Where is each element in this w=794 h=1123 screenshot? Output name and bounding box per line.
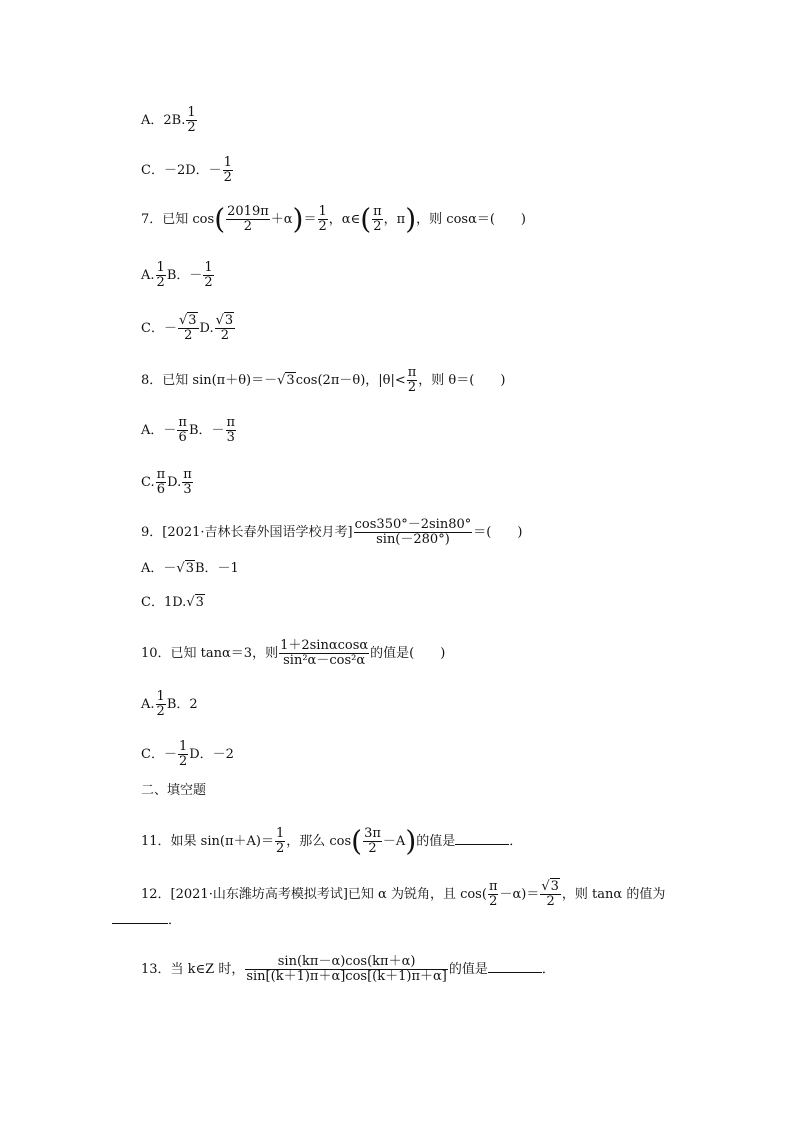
q12-stem-pre: 12．[2021·山东潍坊高考模拟考试]已知 α 为锐角，且 cos( — [141, 887, 487, 902]
frac-den: sin²α－cos²α — [283, 653, 366, 668]
radicand: 3 — [224, 313, 234, 328]
q10-option-c-label: C．－ — [141, 747, 177, 762]
radicand: 3 — [195, 595, 204, 610]
frac-num: 1 — [275, 826, 285, 841]
paren-left: ( — [360, 202, 372, 236]
frac-den: 2 — [184, 328, 193, 343]
q10-stem-tail: 的值是( ) — [370, 646, 446, 661]
q10-option-a-fraction — [156, 690, 166, 719]
q6-option-b-fraction — [186, 106, 196, 135]
frac-den: 2 — [407, 380, 417, 395]
frac-num: π — [178, 415, 187, 430]
frac-num: 1 — [187, 105, 196, 120]
q8-stem-tail: ，则 θ＝( ) — [418, 373, 506, 388]
q13-stem-tail: 的值是 — [448, 962, 488, 977]
q7-stem-tail: ，则 cosα＝( ) — [416, 212, 526, 227]
sqrt-sign: √3 — [215, 313, 234, 328]
q10-option-c-fraction — [178, 740, 188, 769]
q6-option-a-b — [141, 106, 198, 135]
frac-num — [540, 880, 561, 895]
q6-option-a-text: A．2B. — [141, 113, 186, 128]
q7-fraction-pi-half — [372, 205, 383, 234]
q8-option-c-label: C. — [141, 475, 155, 490]
q7-option-a-fraction — [156, 261, 166, 290]
q7-alpha-in: ，α∈ — [328, 212, 361, 227]
q11-fraction-half — [275, 827, 285, 856]
q12-fraction-sqrt3-half — [540, 880, 561, 909]
frac-den: 2 — [489, 894, 498, 909]
q7-option-b-label: B．－ — [166, 268, 203, 283]
q7-pi: ，π — [383, 212, 406, 227]
q12-end: ． — [168, 913, 182, 928]
frac-num: π — [407, 365, 417, 380]
q13-stem-pre: 13．当 k∈Z 时， — [141, 962, 245, 977]
q10-stem — [141, 639, 445, 668]
q12-answer-blank[interactable] — [112, 923, 168, 924]
q8-stem-pre: 8．已知 sin(π＋θ)＝－ — [141, 373, 278, 388]
frac-den: 3 — [226, 430, 235, 445]
frac-num: 1 — [318, 204, 327, 219]
frac-num: 1 — [204, 260, 213, 275]
frac-num: 1 — [156, 260, 165, 275]
q7-fraction-half — [318, 205, 328, 234]
q9-option-a-b — [141, 561, 239, 577]
sqrt-sign: √3 — [178, 313, 197, 328]
paren-right: ) — [405, 824, 417, 858]
frac-num: 1 — [178, 739, 188, 754]
frac-den: 6 — [178, 430, 187, 445]
q11-answer-blank[interactable] — [455, 844, 509, 845]
q10-option-a-label: A. — [141, 697, 155, 712]
q11-stem — [141, 824, 523, 858]
frac-den: 2 — [187, 120, 196, 135]
q8-option-b-fraction — [226, 416, 237, 445]
q13-end: ． — [541, 962, 555, 977]
q6-option-c-text: C．－2D．－ — [141, 163, 222, 178]
q13-fraction — [245, 955, 448, 984]
q13-stem — [141, 955, 555, 984]
q9-option-c-label: C．1D. — [141, 595, 187, 610]
q12-stem-mid: －α)＝ — [499, 887, 540, 902]
q7-stem — [141, 202, 526, 236]
radicand: 3 — [286, 373, 295, 388]
q8-option-a-fraction — [177, 416, 188, 445]
frac-num — [178, 314, 199, 329]
q9-option-b-text: B．－1 — [194, 561, 239, 576]
q12-answer-line — [112, 913, 181, 929]
q11-end: ． — [509, 834, 523, 849]
radicand: 3 — [185, 561, 194, 576]
frac-num — [215, 314, 236, 329]
frac-num: 1 — [156, 689, 165, 704]
radicand: 3 — [188, 313, 197, 328]
q8-option-b-label: B．－ — [188, 423, 225, 438]
frac-den: 2 — [220, 328, 230, 343]
q10-option-a-b — [141, 690, 198, 719]
q11-minus-a: －A — [382, 834, 406, 849]
q6-option-d-fraction — [223, 156, 233, 185]
radicand: 3 — [550, 879, 559, 894]
q9-stem-tail: ＝( ) — [473, 525, 523, 540]
q7-option-b-fraction — [203, 261, 213, 290]
frac-num: cos350°－2sin80° — [354, 517, 472, 532]
q7-option-c-label: C．－ — [141, 321, 177, 336]
q12-fraction-pi-half — [488, 880, 499, 909]
q8-option-c-d — [141, 468, 194, 497]
q11-fraction-3pi-half — [363, 827, 382, 856]
frac-den: 2 — [204, 275, 213, 290]
paren-right: ) — [292, 202, 304, 236]
q9-option-a-label: A．－ — [141, 561, 177, 576]
q8-fraction-pi-half — [407, 366, 418, 395]
q8-stem-mid: cos(2π－θ)，|θ|< — [295, 373, 406, 388]
sqrt-sign: √3 — [541, 879, 559, 894]
frac-num: π — [183, 467, 192, 482]
q10-option-d-text: D．－2 — [189, 747, 234, 762]
q7-option-a-b — [141, 261, 215, 290]
paren-left: ( — [351, 824, 363, 858]
frac-den: 2 — [368, 841, 377, 856]
frac-num: sin(kπ－α)cos(kπ＋α) — [245, 955, 448, 970]
q7-option-c-d — [141, 314, 236, 343]
frac-num: π — [226, 415, 236, 430]
q7-option-d-fraction — [215, 314, 236, 343]
frac-den: 2 — [223, 170, 232, 185]
q8-option-c-fraction — [156, 468, 167, 497]
frac-den: sin(－280°) — [376, 532, 450, 547]
q7-option-a-label: A. — [141, 268, 155, 283]
frac-num: π — [373, 204, 382, 219]
q10-option-b-text: B．2 — [166, 697, 198, 712]
frac-num: 1 — [223, 155, 232, 170]
q7-stem-pre: 7．已知 cos — [141, 212, 215, 227]
q7-option-d-label: D. — [199, 321, 214, 336]
q9-option-c-d — [141, 595, 205, 611]
q12-stem — [141, 880, 665, 909]
q8-option-d-label: D. — [167, 475, 182, 490]
sqrt-sign: √3 — [277, 373, 295, 388]
frac-den: 2 — [318, 219, 327, 234]
frac-den: 2 — [178, 754, 188, 769]
q9-fraction — [354, 518, 473, 547]
q9-stem — [141, 518, 522, 547]
section-title: 二、填空题 — [141, 783, 207, 798]
q10-option-c-d — [141, 740, 234, 769]
q8-option-a-b — [141, 416, 237, 445]
q13-answer-blank[interactable] — [488, 972, 542, 973]
frac-den: 2 — [546, 894, 555, 909]
q7-plus-alpha: ＋α — [270, 212, 293, 227]
paren-left: ( — [214, 202, 226, 236]
frac-den: 2 — [275, 841, 285, 856]
frac-den: 6 — [156, 482, 166, 497]
frac-den: 2 — [373, 219, 382, 234]
frac-num: 1＋2sinαcosα — [280, 638, 369, 653]
sqrt-sign: √3 — [176, 561, 194, 576]
q7-fraction-2019pi — [226, 205, 270, 234]
q7-equals: ＝ — [303, 212, 317, 227]
q11-stem-pre: 11．如果 sin(π＋A)＝ — [141, 834, 274, 849]
frac-num: π — [156, 467, 166, 482]
frac-den: 2 — [156, 704, 165, 719]
frac-den: 2 — [243, 219, 253, 234]
frac-num: 3π — [364, 826, 381, 841]
q10-stem-pre: 10．已知 tanα＝3，则 — [141, 646, 279, 661]
sqrt-sign: √3 — [186, 595, 204, 610]
frac-den: sin[(k＋1)π＋α]cos[(k＋1)π＋α] — [246, 969, 447, 984]
frac-num: 2019π — [227, 204, 269, 219]
q8-stem — [141, 366, 505, 395]
q11-stem-tail: 的值是 — [416, 834, 456, 849]
q10-fraction — [279, 639, 369, 668]
q6-option-c-d — [141, 156, 234, 185]
q9-stem-pre: 9．[2021·吉林长春外国语学校月考] — [141, 525, 353, 540]
q8-option-a-label: A．－ — [141, 423, 177, 438]
paren-right: ) — [405, 202, 417, 236]
q7-option-c-fraction — [178, 314, 199, 343]
q11-stem-mid: ，那么 cos — [286, 834, 352, 849]
q12-stem-tail: ，则 tanα 的值为 — [561, 887, 666, 902]
frac-den: 2 — [156, 275, 165, 290]
q8-option-d-fraction — [182, 468, 193, 497]
frac-num: π — [488, 879, 498, 894]
frac-den: 3 — [183, 482, 192, 497]
